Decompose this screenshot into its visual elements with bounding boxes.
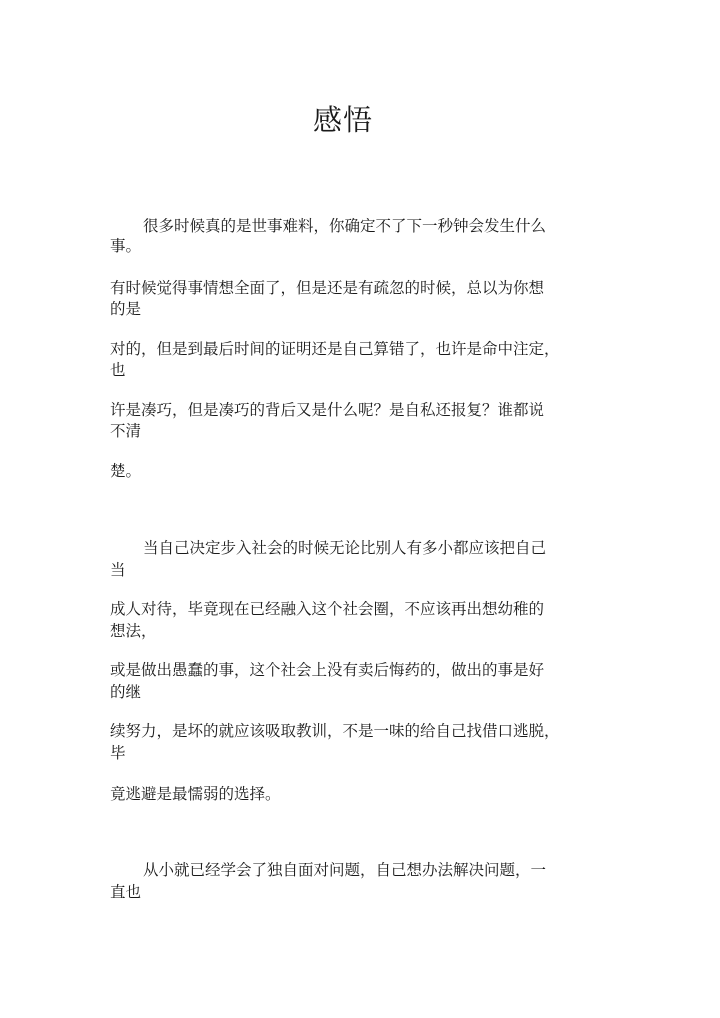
text-line: 当: [110, 561, 126, 579]
text-line: 想法，: [110, 622, 157, 640]
text-line: 对的，但是到最后时间的证明还是自己算错了，也许是命中注定，: [110, 340, 560, 358]
text-line: 直也: [110, 883, 142, 901]
text-line: 事。: [110, 237, 142, 255]
text-line: 楚。: [110, 462, 142, 480]
text-line: 续努力，是坏的就应该吸取教训，不是一味的给自己找借口逃脱，: [110, 722, 560, 740]
text-line: 从小就已经学会了独自面对问题，自己想办法解决问题，一: [143, 861, 547, 879]
text-line: 毕: [110, 744, 126, 762]
text-line: 的继: [110, 683, 142, 701]
text-line: 当自己决定步入社会的时候无论比别人有多小都应该把自己: [143, 539, 547, 557]
text-line: 许是凑巧，但是凑巧的背后又是什么呢？是自私还报复？谁都说: [110, 401, 545, 419]
page-title: 感悟: [312, 103, 373, 137]
text-line: 也: [110, 361, 126, 379]
text-line: 不清: [110, 422, 142, 440]
text-line: 有时候觉得事情想全面了，但是还是有疏忽的时候，总以为你想: [110, 279, 545, 297]
text-line: 很多时候真的是世事难料，你确定不了下一秒钟会发生什么: [143, 217, 547, 235]
text-line: 成人对待，毕竟现在已经融入这个社会圈，不应该再出想幼稚的: [110, 600, 545, 618]
text-line: 或是做出愚蠢的事，这个社会上没有卖后悔药的，做出的事是好: [110, 661, 545, 679]
text-line: 的是: [110, 300, 142, 318]
text-line: 竟逃避是最懦弱的选择。: [110, 785, 281, 803]
